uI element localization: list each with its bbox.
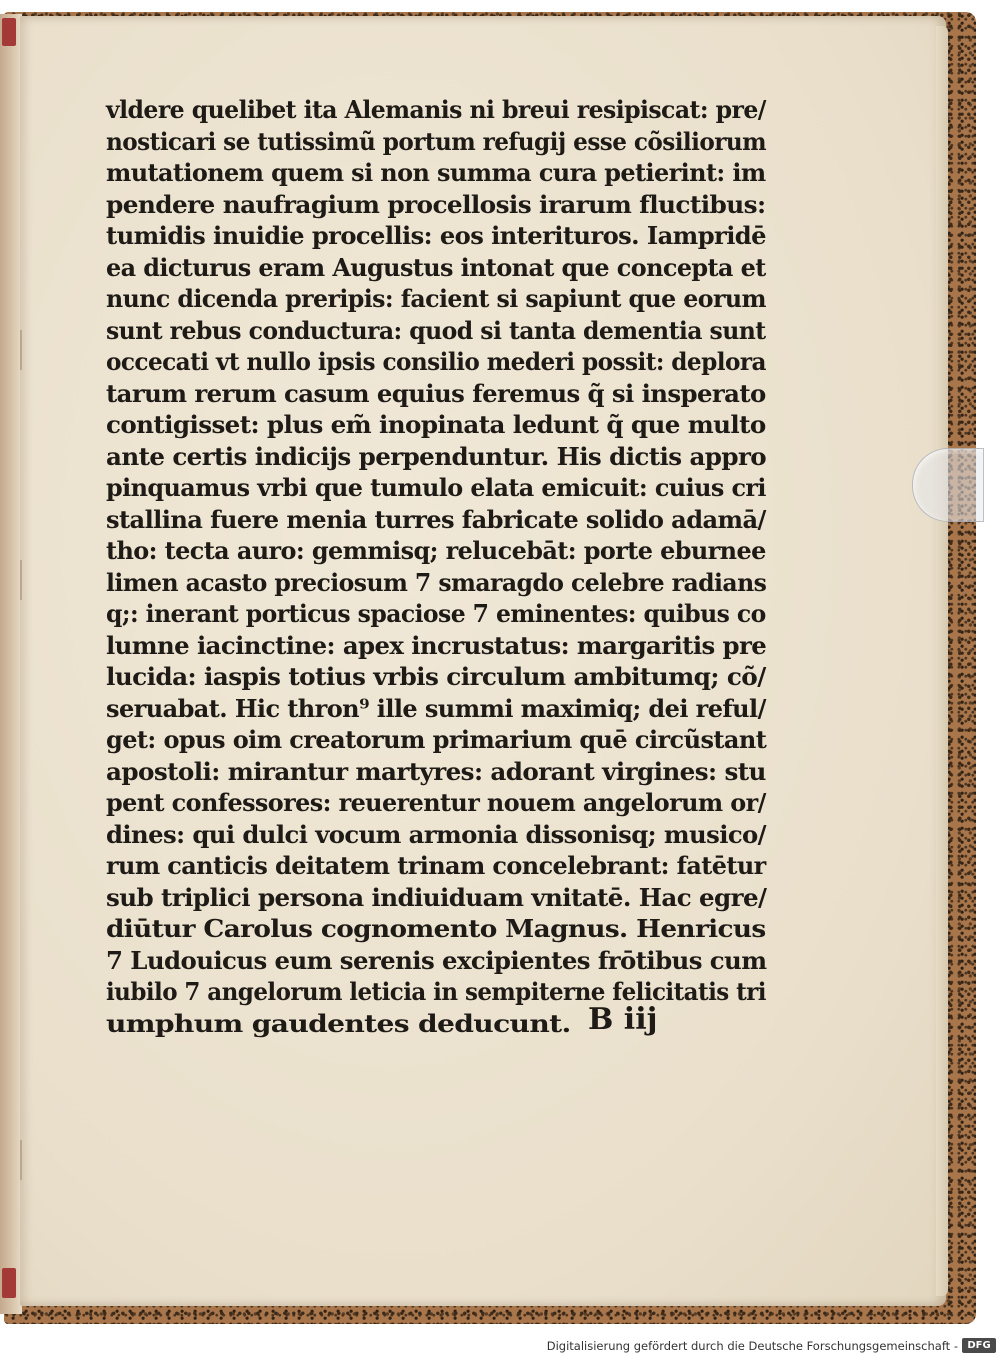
spine-red-bottom (2, 1268, 16, 1298)
text-line: limen acasto preciosum 7 smaragdo celebre radians (106, 567, 767, 597)
stitch-mark (20, 330, 28, 370)
text-line: occecati vt nullo ipsis consilio mederi possit: deplora (106, 347, 766, 376)
text-line: rum canticis deitatem trinam concelebrant: fatētur (106, 851, 766, 880)
text-line: get: opus oim creatorum primarium quē circũstant (106, 725, 767, 754)
text-line: pent confessores: reuerentur nouem angelorum or/ (106, 788, 766, 817)
text-line: vldere quelibet ita Alemanis ni breui resipiscat: pre/ (106, 95, 766, 124)
text-line: contigisset: plus em̃ inopinata ledunt q̃ que multo (106, 410, 766, 439)
text-line: stallina fuere menia turres fabricate solido adamā/ (106, 504, 766, 534)
text-line: tho: tecta auro: gemmisq; relucebāt: porte eburnee (106, 536, 766, 565)
text-line: sunt rebus conductura: quod si tanta dementia sunt (106, 315, 766, 345)
text-line: 7 Ludouicus eum serenis excipientes frōtibus cum (106, 945, 767, 975)
page-edge (936, 26, 948, 1296)
text-line: lucida: iaspis totius vrbis circulum ambitumq; cõ/ (106, 662, 766, 691)
text-line: sub triplici persona indiuiduam vnitatē. Hac egre/ (106, 882, 767, 912)
spine-red-top (2, 18, 16, 46)
text-line: seruabat. Hic thron⁹ ille summi maximiq; dei reful/ (106, 693, 766, 723)
text-line: nunc dicenda preripis: facient si sapiunt que eorum (106, 284, 766, 313)
text-line: pendere naufragium procellosis irarum fluctibus: (106, 189, 766, 219)
text-line: iubilo 7 angelorum leticia in sempiterne felicitatis tri (106, 977, 766, 1006)
signature-mark: B iij (588, 1002, 658, 1037)
text-line: dines: qui dulci vocum armonia dissonisq; musico/ (106, 819, 766, 849)
stitch-mark (20, 560, 28, 600)
text-line: tumidis inuidie procellis: eos interituros. Iampridē (106, 221, 766, 250)
text-line: q;: inerant porticus spaciose 7 eminentes: quibus co (106, 599, 766, 628)
text-line: lumne iacinctine: apex incrustatus: margaritis pre (106, 630, 767, 660)
digitization-footer (0, 1335, 1000, 1357)
text-line: nosticari se tutissimũ portum refugij esse cõsiliorum (106, 126, 767, 156)
funding-credit: Digitalisierung gefördert durch die Deutsche Forschungsgemeinschaft - (546, 1339, 958, 1353)
text-line: umphum gaudentes deducunt. (106, 1008, 571, 1038)
text-line: apostoli: mirantur martyres: adorant virgines: stu (106, 756, 766, 786)
dfg-logo-icon: DFG (962, 1338, 996, 1353)
book-spine (0, 14, 22, 1314)
stitch-mark (20, 1140, 28, 1180)
text-line: ea dicturus eram Augustus intonat que concepta et (106, 252, 766, 282)
text-line: diūtur Carolus cognomento Magnus. Henricus (106, 914, 766, 943)
text-line: tarum rerum casum equius feremus q̃ si insperato (106, 378, 766, 408)
text-line: mutationem quem si non summa cura petierint: im (106, 158, 766, 187)
body-text (106, 94, 766, 1039)
text-line: ante certis indicijs perpenduntur. His dictis appro (106, 441, 767, 471)
text-line: pinquamus vrbi que tumulo elata emicuit: cuius cri (106, 473, 766, 502)
plastic-page-clip (912, 448, 984, 522)
